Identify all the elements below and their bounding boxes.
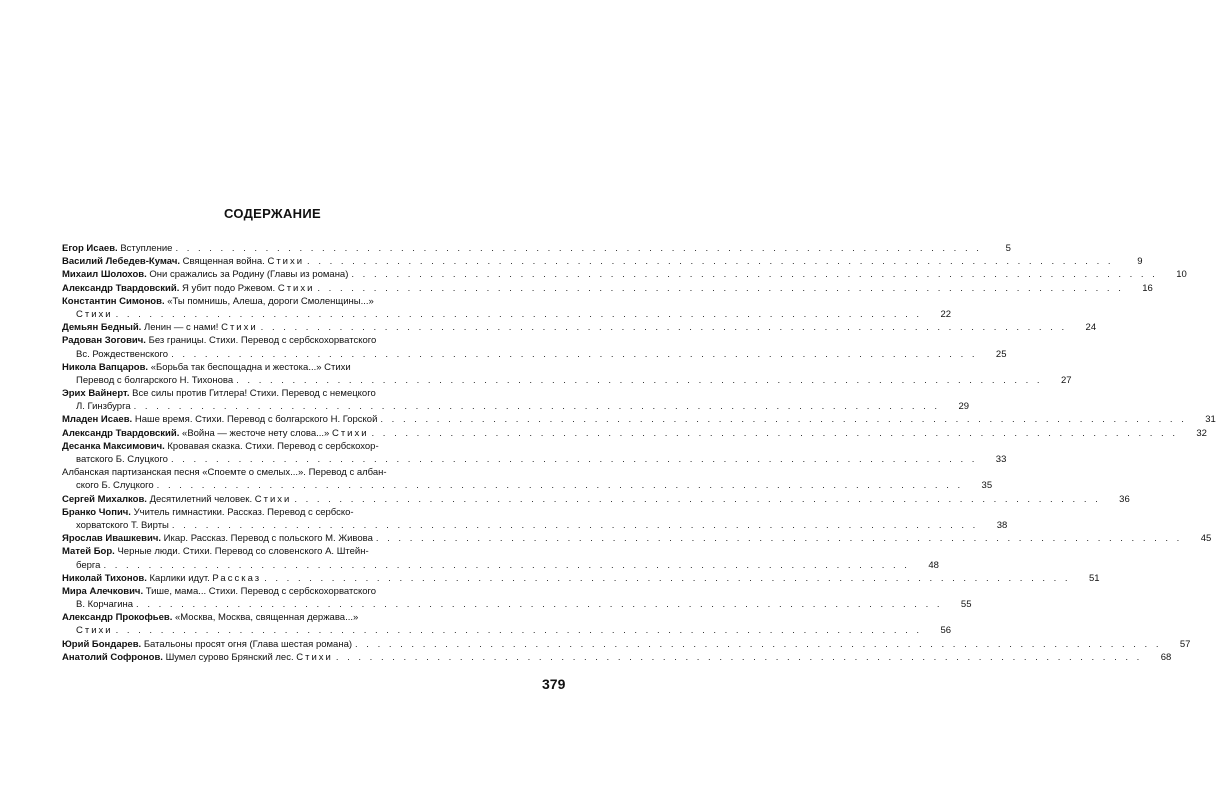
toc-title: ватского Б. Слуцкого [76,454,168,465]
toc-line [62,413,1216,426]
dot-leader [261,321,1067,334]
toc-line [62,387,445,400]
toc-line-text [62,611,358,624]
toc-author: Николай Тихонов. [62,572,147,584]
toc-author: Александр Прокофьев. [62,612,173,624]
toc-line-text [62,321,258,334]
toc-page-number: 45 [1200,533,1212,545]
toc-line-text [62,361,351,374]
toc-title: Кровавая сказка. Стихи. Перевод с сербскохор- [167,440,379,452]
toc-entry [62,334,1007,360]
toc-line-text [76,453,168,466]
toc-line [62,242,1011,255]
toc-line-text [62,493,291,506]
toc-line-text [62,440,379,453]
toc-line-text [62,413,377,426]
toc-line-text [62,572,261,585]
toc-title: Священная война. [182,256,265,268]
toc-entry [62,387,970,413]
toc-line [62,611,445,624]
toc-title: Албанская партизанская песня «Споемте о смелых...». Перевод с албан- [62,467,387,479]
toc-title: «Борьба так беспощадна и жестока...» Стихи [150,361,351,373]
toc-line-text [62,242,172,255]
dot-leader [157,479,963,492]
dot-leader [172,519,978,532]
toc-author: Мира Алечкович. [62,585,144,597]
toc-line [62,585,445,598]
toc-page-number: 5 [1005,243,1011,254]
toc-page-number: 29 [958,401,970,413]
toc-title: «Москва, Москва, священная держава...» [175,612,359,624]
toc-title: Вступление [120,243,173,254]
toc-title: Тише, мама... Стихи. Перевод с сербскохорватского [145,585,377,597]
toc-title: Карлики идут. [149,572,210,584]
toc-title: Без границы. Стихи. Перевод с сербскохорватского [148,335,377,347]
toc-title: Вс. Рождественского [76,348,169,360]
toc-author: Никола Вапцаров. [62,361,149,373]
toc-line-text [62,282,314,295]
toc-genre: Рассказ [212,572,262,584]
toc-line [62,598,972,611]
dot-leader [116,624,922,637]
toc-page-number: 48 [928,559,939,571]
toc-line-text [76,348,168,361]
toc-page-number: 55 [960,599,972,611]
toc-line [62,638,1191,651]
toc-line [62,479,993,492]
toc-title: Наше время. Стихи. Перевод с болгарского Н. Горской [134,414,378,426]
toc-entry [62,295,952,321]
toc-author: Матей Бор. [62,546,115,558]
toc-genre: Стихи [331,427,369,439]
toc-page-number: 33 [995,454,1007,465]
toc-line [62,334,445,347]
toc-line-text [62,532,373,545]
toc-author: Демьян Бедный. [62,322,142,334]
toc-page-number: 38 [996,519,1008,531]
toc-line-text [62,638,352,651]
dot-leader [175,242,981,255]
toc-author: Михаил Шолохов. [62,269,147,281]
toc-author: Бранко Чопич. [62,506,131,518]
toc-line [62,321,1097,334]
toc-entry [62,361,1072,387]
toc-page-number: 22 [940,308,952,320]
toc-entry [62,638,1191,651]
dot-leader [317,282,1123,295]
toc-page-number: 16 [1142,282,1153,294]
toc-author: Александр Твардовский. [62,427,180,439]
toc-line [62,348,1007,361]
toc-line [62,308,952,321]
toc-author: Сергей Михалков. [62,493,147,505]
toc-entry [62,572,1100,585]
toc-line-text [62,387,376,400]
toc-line [62,532,1212,545]
toc-line [62,624,952,637]
toc-page-number: 56 [940,625,952,637]
toc-genre: Стихи [277,282,315,294]
page-title: СОДЕРЖАНИЕ [224,206,321,221]
toc-line-text [62,334,376,347]
toc-line [62,361,445,374]
dot-leader [355,638,1161,651]
toc-line-text [76,400,131,413]
toc-line [62,466,445,479]
toc-line-text [62,651,333,664]
toc-title: хорватского Т. Вирты [76,519,169,531]
toc-line [62,493,1130,506]
toc-title: Черные люди. Стихи. Перевод со словенского А. Штейн- [117,546,369,558]
toc-author: Константин Симонов. [62,295,165,307]
toc-author: Десанка Максимович. [62,440,165,452]
toc-entry [62,651,1172,664]
dot-leader [171,453,977,466]
toc-entry [62,242,1011,255]
toc-title: В. Корчагина [76,599,134,611]
toc-line [62,651,1172,664]
toc-title: ского Б. Слуцкого [76,480,154,492]
toc-entry [62,282,1153,295]
toc-entry [62,440,1007,466]
toc-entry [62,493,1130,506]
toc-entry [62,611,952,637]
toc-line [62,255,1143,268]
toc-page-number: 24 [1085,322,1097,334]
toc-line-text [62,295,374,308]
toc-entry [62,466,993,492]
dot-leader [134,400,940,413]
dot-leader [136,598,942,611]
toc-line-text [76,598,133,611]
dot-leader [336,651,1142,664]
toc-entry [62,427,1207,440]
toc-page-number: 35 [981,480,993,492]
toc-title: Ленин — с нами! [143,322,219,334]
toc-page-number: 51 [1088,572,1100,584]
toc-entry [62,585,972,611]
toc-page-number: 57 [1179,638,1191,650]
toc-entry [62,321,1097,334]
toc-page-number: 68 [1160,651,1172,663]
toc-title: Десятилетний человек. [149,493,253,505]
page-number: 379 [542,676,566,692]
toc-author: Радован Зогович. [62,335,146,347]
toc-line-text [62,268,348,281]
toc-page-number: 10 [1176,269,1187,281]
dot-leader [171,348,977,361]
toc-line [62,545,445,558]
toc-line-text [76,308,113,321]
toc-genre: Стихи [76,308,113,320]
toc-author: Александр Твардовский. [62,282,180,294]
toc-title: Учитель гимнастики. Рассказ. Перевод с сербско- [133,506,354,518]
toc-line [62,427,1207,440]
toc-author: Юрий Бондарев. [62,638,142,650]
toc-line [62,453,1007,466]
toc-title: «Война — жесточе нету слова...» [182,427,330,439]
toc-title: Они сражались за Родину (Главы из романа) [149,269,349,281]
dot-leader [264,572,1070,585]
toc-line [62,295,445,308]
dot-leader [376,532,1182,545]
toc-line [62,268,1187,281]
toc-entry [62,413,1216,426]
toc-line-text [76,374,233,387]
toc-entry [62,255,1143,268]
toc-line [62,374,1072,387]
toc-author: Ярослав Ивашкевич. [62,533,162,545]
toc-line-text [62,466,387,479]
toc-line-text [76,519,169,532]
toc-author: Василий Лебедев-Кумач. [62,256,180,268]
toc-title: Л. Гинзбурга [76,401,131,413]
toc-title: Шумел сурово Брянский лес. [165,651,294,663]
toc-line [62,506,445,519]
toc-line-text [76,559,100,572]
toc-line-text [62,427,369,440]
dot-leader [116,308,922,321]
toc-line-text [62,255,304,268]
dot-leader [380,413,1186,426]
toc-page-number: 32 [1196,427,1207,439]
toc-entry [62,268,1187,281]
toc-title: Я убит подо Ржевом. [182,282,276,294]
toc-title: Батальоны просят огня (Глава шестая романа) [143,638,353,650]
toc-title: берга [76,559,101,571]
toc-entry [62,532,1212,545]
table-of-contents [62,242,1216,664]
toc-line [62,440,445,453]
dot-leader [372,427,1178,440]
toc-genre: Стихи [296,651,333,663]
toc-line-text [62,545,369,558]
toc-page-number: 36 [1119,493,1130,505]
toc-genre: Стихи [221,322,258,334]
toc-title: Все силы против Гитлера! Стихи. Перевод с немецкого [132,388,376,400]
toc-author: Эрих Вайнерт. [62,388,130,400]
toc-page-number: 27 [1061,374,1072,386]
toc-entry [62,545,939,571]
toc-title: Икар. Рассказ. Перевод с польского М. Живова [163,533,373,545]
toc-author: Младен Исаев. [62,414,133,426]
toc-page-number: 25 [995,348,1007,360]
dot-leader [103,559,909,572]
toc-author: Егор Исаев. [62,243,118,254]
toc-genre: Стихи [267,256,305,268]
toc-title: «Ты помнишь, Алеша, дороги Смоленщины...» [167,295,374,307]
toc-line [62,572,1100,585]
dot-leader [351,268,1157,281]
toc-line-text [76,479,154,492]
toc-entry [62,506,1008,532]
toc-line-text [62,506,354,519]
dot-leader [307,255,1113,268]
toc-genre: Стихи [76,625,113,637]
toc-author: Анатолий Софронов. [62,651,163,663]
toc-page-number: 31 [1205,414,1216,426]
toc-genre: Стихи [254,493,292,505]
toc-line [62,559,939,572]
toc-line-text [62,585,376,598]
toc-line [62,519,1008,532]
toc-title: Перевод с болгарского Н. Тихонова [76,374,234,386]
toc-line [62,400,970,413]
toc-line-text [76,624,113,637]
toc-page-number: 9 [1137,256,1143,268]
dot-leader [294,493,1100,506]
toc-line [62,282,1153,295]
dot-leader [236,374,1042,387]
